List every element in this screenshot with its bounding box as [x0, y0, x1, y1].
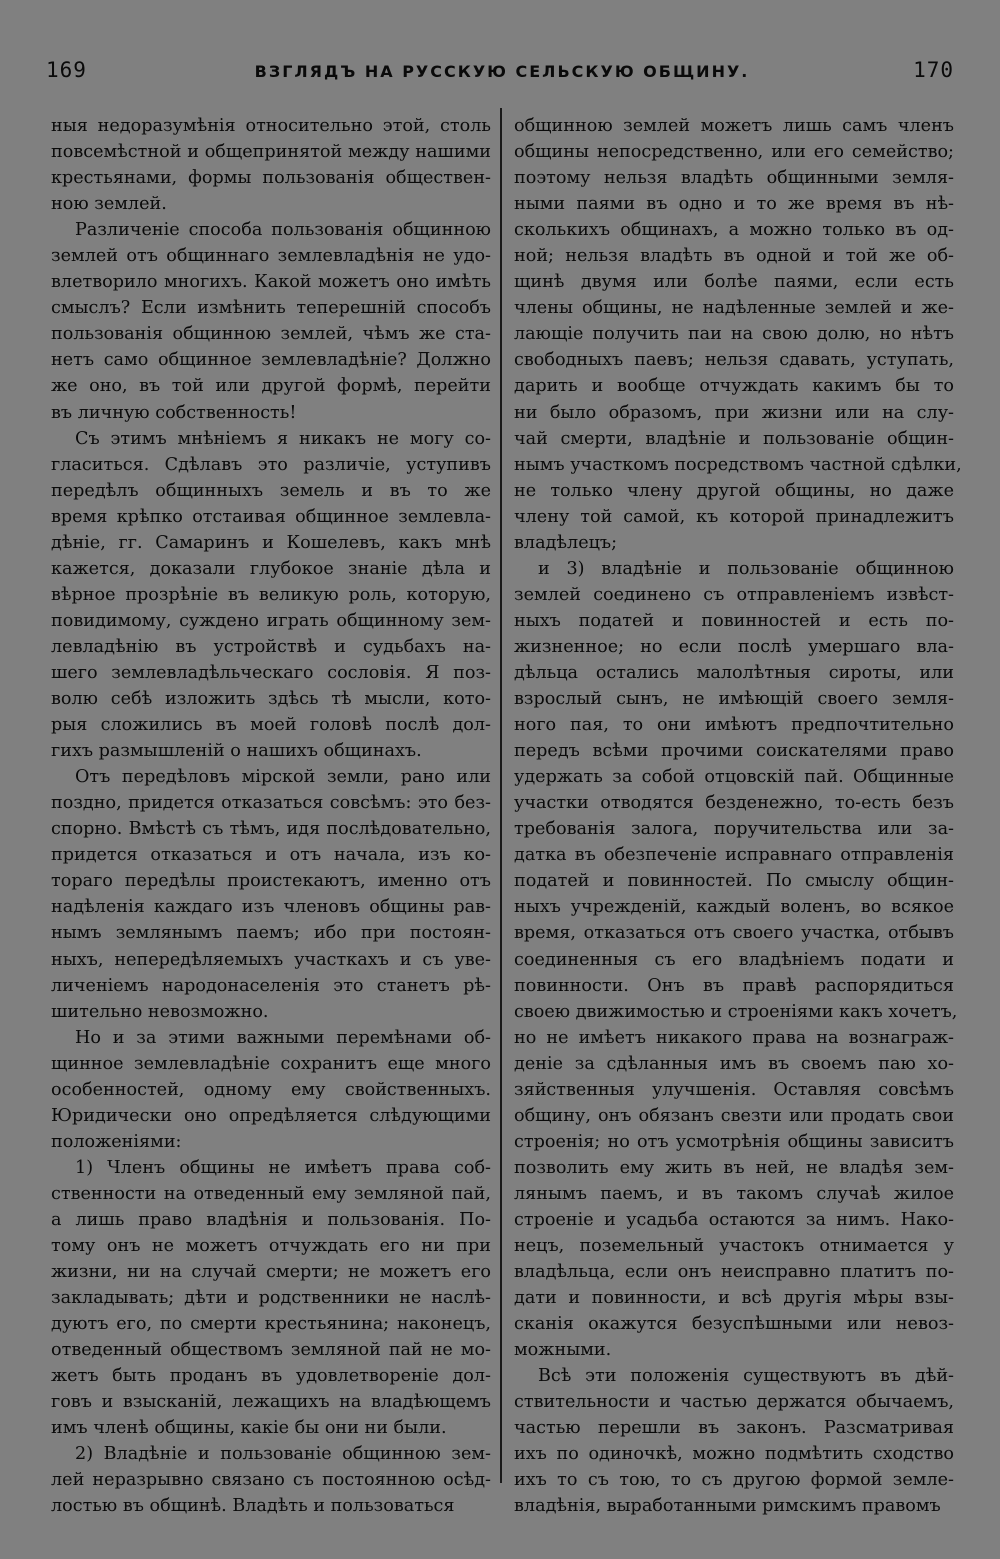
text-line: щинное землевладѣніе сохранитъ еще много — [51, 1053, 491, 1074]
text-line: дѣніе, гг. Самаринъ и Кошелевъ, какъ мнѣ — [51, 532, 491, 553]
page-header — [46, 58, 958, 88]
text-line: соединенныя съ его владѣніемъ подати и — [514, 949, 954, 970]
text-line: нымъ землянымъ паемъ; ибо при постоян- — [51, 923, 491, 944]
text-line: гихъ размышленій о нашихъ общинахъ. — [51, 741, 422, 762]
text-line: владѣльца, если онъ неисправно платитъ по- — [514, 1262, 954, 1283]
text-line: землей соединено съ отправленіемъ извѣст- — [514, 584, 954, 605]
text-line: сканія окажутся безуспѣшными или невоз- — [514, 1314, 954, 1335]
text-line: общинною землей можетъ лишь самъ членъ — [514, 116, 954, 136]
text-line: шительно невозможно. — [51, 1001, 269, 1022]
text-line: тому онъ не можетъ отчуждать его ни при — [51, 1236, 491, 1257]
text-line: ихъ то съ тою, то съ другою формой земле- — [514, 1470, 954, 1491]
text-line: зяйственныя улучшенія. Оставляя совсѣмъ — [514, 1079, 954, 1100]
text-line: ственности на отведенный ему земляной пай, — [51, 1183, 491, 1204]
text-line: Отъ передѣловъ мірской земли, рано или — [75, 767, 491, 788]
text-line: члену той самой, къ которой принадлежитъ — [514, 506, 954, 527]
text-line: повинности. Онъ въ правѣ распорядиться — [514, 975, 954, 996]
text-line: частью перешли въ законъ. Разсматривая — [514, 1418, 954, 1439]
text-line: землей отъ общиннаго землевладѣнія не удо- — [51, 246, 491, 267]
text-line: удержать за собой отцовскій пай. Общинные — [514, 767, 954, 788]
text-line: сколькихъ общинахъ, а можно только въ од- — [514, 220, 954, 241]
text-line: положеніями: — [51, 1131, 182, 1152]
text-line: имъ членѣ общины, какіе бы они ни были. — [51, 1418, 447, 1439]
text-line: ными паями въ одно и то же время въ нѣ- — [514, 194, 954, 215]
text-line: спорно. Вмѣстѣ съ тѣмъ, идя послѣдовательно, — [51, 819, 491, 840]
text-line: можными. — [514, 1340, 612, 1361]
text-line: позволить ему жить въ ней, не владѣя зем- — [514, 1157, 954, 1178]
text-line: общину, онъ обязанъ свезти или продать свои — [514, 1105, 954, 1126]
text-line: не только члену другой общины, но даже — [514, 480, 954, 501]
text-line: владѣнія, выработанными римскимъ правомъ — [514, 1496, 941, 1517]
text-line: ныя недоразумѣнія относительно этой, столь — [51, 116, 491, 136]
text-line: ихъ по одиночкѣ, можно подмѣтить сходство — [514, 1444, 954, 1465]
left-column — [51, 113, 491, 1520]
text-line: отведенный обществомъ земляной пай не мо- — [51, 1340, 491, 1361]
text-line: шего землевладѣльческаго сословія. Я поз- — [51, 662, 491, 683]
text-line: пользованія общинною землей, чѣмъ же ста- — [51, 324, 491, 345]
text-line: Юридически оно опредѣляется слѣдующими — [51, 1105, 491, 1126]
text-line: въ личную собственность! — [51, 402, 297, 423]
text-line: владѣлецъ; — [514, 532, 618, 553]
text-line: волю себѣ изложить здѣсь тѣ мысли, кото- — [51, 689, 491, 710]
text-line: дарить и вообще отчуждать какимъ бы то — [514, 376, 954, 397]
text-line: особенностей, одному ему свойственныхъ. — [51, 1079, 491, 1100]
text-line: лей неразрывно связано съ постоянною осѣд- — [51, 1470, 491, 1491]
text-line: смыслъ? Если измѣнить теперешній способъ — [51, 298, 491, 319]
text-line: чай смерти, владѣніе и пользованіе общин- — [514, 428, 954, 449]
text-line: нетъ само общинное землевладѣніе? Должно — [51, 350, 491, 371]
text-line: деніе за сдѣланныя имъ въ своемъ паю хо- — [514, 1053, 954, 1074]
text-line: нецъ, поземельный участокъ отнимается у — [514, 1236, 954, 1257]
text-line: взрослый сынъ, не имѣющій своего земля- — [514, 689, 954, 710]
text-line: рыя сложились въ моей головѣ послѣ дол- — [51, 715, 491, 736]
text-line: своею движимостью и строеніями какъ хочетъ, — [514, 1001, 958, 1022]
right-column — [514, 113, 962, 1520]
text-line: Всѣ эти положенія существуютъ въ дѣй- — [538, 1366, 954, 1387]
text-line: надѣленія каждаго изъ членовъ общины рав- — [51, 897, 491, 918]
text-line: дати и повинности, и всѣ другія мѣры взы- — [514, 1288, 954, 1309]
text-line: ни было образомъ, при жизни или на слу- — [514, 402, 954, 423]
text-line: лостью въ общинѣ. Владѣть и пользоваться — [51, 1496, 455, 1517]
text-line: влетворило многихъ. Какой можетъ оно имѣть — [51, 272, 491, 293]
text-line: строеніе и усадьба остаются за нимъ. Нако- — [514, 1209, 954, 1230]
text-line: повсемѣстной и общепринятой между нашими — [51, 142, 491, 163]
text-line: ныхъ учрежденій, каждый воленъ, во всякое — [514, 897, 954, 918]
page-number-right: 170 — [913, 58, 954, 82]
text-line: ной; нельзя владѣть въ одной и той же об- — [514, 246, 954, 267]
text-line: 2) Владѣніе и пользованіе общинною зем- — [75, 1444, 491, 1465]
text-line: и 3) владѣніе и пользованіе общинною — [538, 558, 954, 579]
text-line: крестьянами, формы пользованія обществен- — [51, 168, 491, 189]
text-line: передѣлъ общинныхъ земель и въ то же — [51, 480, 491, 501]
text-line: лянымъ паемъ, и въ такомъ случаѣ жилое — [514, 1183, 954, 1204]
text-line: дуютъ его, по смерти крестьянина; наконецъ, — [51, 1314, 491, 1335]
text-line: щинѣ двумя или болѣе паями, если есть — [514, 272, 954, 293]
text-line: поздно, придется отказаться совсѣмъ: это без- — [51, 793, 491, 814]
text-line: тораго передѣлы проистекаютъ, именно отъ — [51, 871, 491, 892]
text-line: нымъ участкомъ посредствомъ частной сдѣлки, — [514, 454, 962, 475]
text-line: датка въ обезпеченіе исправнаго отправленія — [514, 845, 954, 866]
text-line: ствительности и частью держатся обычаемъ, — [514, 1392, 954, 1413]
text-line: время, отказаться отъ своего участка, отбывъ — [514, 923, 954, 944]
text-line: а лишь право владѣнія и пользованія. По- — [51, 1209, 491, 1230]
text-line: требованія залога, поручительства или за- — [514, 819, 954, 840]
text-line: поэтому нельзя владѣть общинными земля- — [514, 168, 954, 189]
text-line: участки отводятся безденежно, то-есть безъ — [514, 793, 954, 814]
text-line: но не имѣетъ никакого права на вознаграж- — [514, 1027, 954, 1048]
text-line: ныхъ, непередѣляемыхъ участкахъ и съ уве- — [51, 949, 491, 970]
running-title: ВЗГЛЯДЪ НА РУССКУЮ СЕЛЬСКУЮ ОБЩИНУ. — [254, 62, 750, 81]
text-line: личеніемъ народонаселенія это станетъ рѣ- — [51, 975, 491, 996]
text-line: Но и за этими важными перемѣнами об- — [75, 1027, 491, 1048]
text-line: 1) Членъ общины не имѣетъ права соб- — [75, 1157, 491, 1178]
text-line: ныхъ податей и повинностей и есть по- — [514, 610, 954, 631]
column-divider — [500, 108, 502, 1483]
text-line: ного пая, то они имѣютъ предпочтительно — [514, 715, 954, 736]
text-line: Съ этимъ мнѣніемъ я никакъ не могу со- — [75, 428, 491, 449]
text-line: лающіе получить паи на свою долю, но нѣтъ — [514, 324, 954, 345]
text-line: свободныхъ паевъ; нельзя сдавать, уступать, — [514, 350, 954, 371]
text-line: жетъ быть проданъ въ удовлетвореніе дол- — [51, 1366, 491, 1387]
text-line: вѣрное прозрѣніе въ великую роль, которую, — [51, 584, 491, 605]
page-number-left: 169 — [46, 58, 87, 82]
text-line: податей и повинностей. По смыслу общин- — [514, 871, 954, 892]
text-line: закладывать; дѣти и родственники не наслѣ- — [51, 1288, 491, 1309]
text-line: гласиться. Сдѣлавъ это различіе, уступивъ — [51, 454, 491, 475]
text-line: члены общины, не надѣленные землей и же- — [514, 298, 954, 319]
text-line: же оно, въ той или другой формѣ, перейти — [51, 376, 491, 397]
text-line: дѣльца остались малолѣтныя сироты, или — [514, 662, 954, 683]
text-line: говъ и взысканій, лежащихъ на владѣющемъ — [51, 1392, 491, 1413]
text-line: передъ всѣми прочими соискателями право — [514, 741, 954, 762]
text-line: Различеніе способа пользованія общинною — [75, 220, 491, 241]
text-line: жизненное; но если послѣ умершаго вла- — [514, 636, 954, 657]
text-line: время крѣпко отстаивая общинное землевла- — [51, 506, 491, 527]
text-line: строенія; но отъ усмотрѣнія общины зависитъ — [514, 1131, 954, 1152]
text-line: кажется, доказали глубокое знаніе дѣла и — [51, 558, 491, 579]
text-line: ною землей. — [51, 194, 167, 215]
text-line: повидимому, суждено играть общинному зем- — [51, 610, 491, 631]
text-line: общины непосредственно, или его семейство; — [514, 142, 954, 163]
text-line: левладѣнію въ устройствѣ и судьбахъ на- — [51, 636, 491, 657]
text-line: придется отказаться и отъ начала, изъ ко- — [51, 845, 491, 866]
text-line: жизни, ни на случай смерти; не можетъ его — [51, 1262, 491, 1283]
